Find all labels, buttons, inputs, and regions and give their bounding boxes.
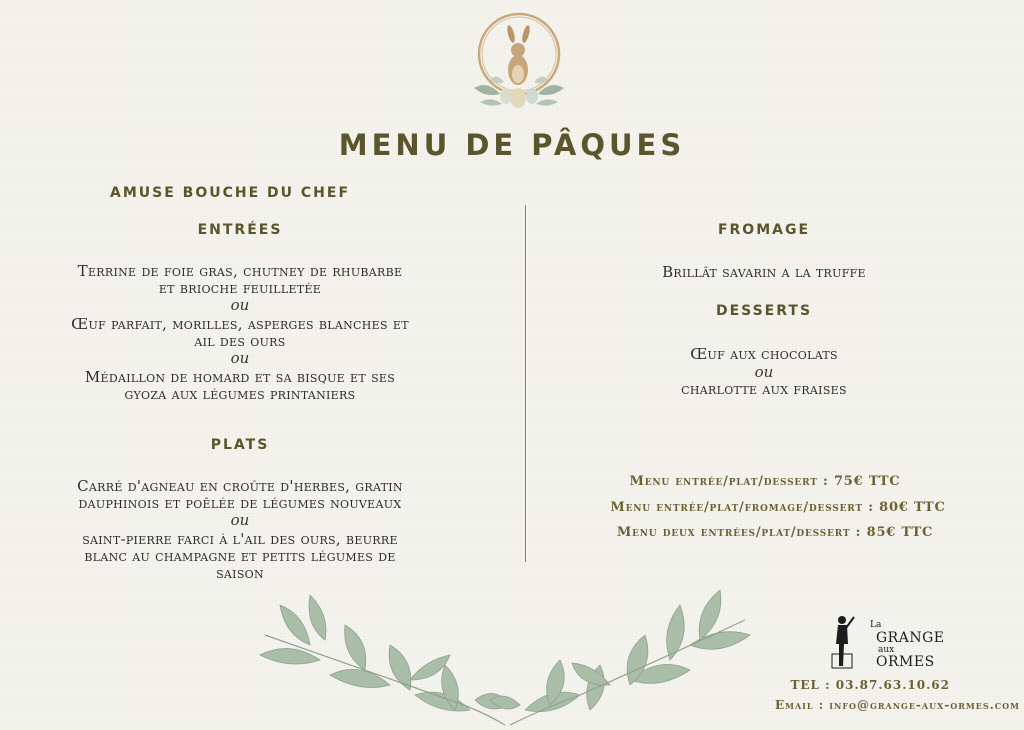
dish-line: Terrine de foie gras, chutney de rhubarbe xyxy=(77,262,403,280)
separator-ou: ou xyxy=(754,363,774,381)
separator-ou: ou xyxy=(230,296,250,314)
plat-item-1 xyxy=(10,478,470,512)
eucalyptus-leaves-icon xyxy=(250,585,760,730)
logo-ormes: ORMES xyxy=(876,654,935,670)
page-title: MENU DE PÂQUES xyxy=(338,128,686,162)
dish-line: Médaillon de homard et sa bisque et ses xyxy=(84,368,396,386)
dish-line: blanc au champagne et petits légumes de xyxy=(84,547,396,565)
dessert-item-1: Œuf aux chocolats xyxy=(690,345,838,363)
dish-line: dauphinois et poêlée de légumes nouveaux xyxy=(78,494,402,512)
entree-item-1 xyxy=(10,263,470,297)
entree-item-2 xyxy=(10,316,470,350)
golfer-logo-icon xyxy=(830,614,856,670)
dish-line: saint-pierre farci à l'ail des ours, beurre xyxy=(82,530,398,548)
amuse-bouche-heading: AMUSE BOUCHE DU CHEF xyxy=(110,185,351,201)
logo-aux: aux xyxy=(878,645,895,655)
dish-line: saison xyxy=(216,564,264,582)
entree-item-3 xyxy=(10,369,470,403)
price-line-1: Menu entrée/plat/dessert : 75€ TTC xyxy=(629,474,901,489)
logo-la: La xyxy=(870,620,882,630)
column-divider xyxy=(525,205,526,562)
logo-grange: GRANGE xyxy=(876,630,945,646)
separator-ou: ou xyxy=(230,511,250,529)
dish-line: Œuf parfait, morilles, asperges blanches et xyxy=(71,315,409,333)
entrees-heading: ENTRÉES xyxy=(197,222,283,238)
grange-aux-ormes-logo xyxy=(830,612,945,672)
plat-item-2 xyxy=(10,531,470,582)
dish-line: et brioche feuilletée xyxy=(158,279,322,297)
separator-ou: ou xyxy=(230,349,250,367)
fromage-heading: FROMAGE xyxy=(717,222,811,238)
plats-heading: PLATS xyxy=(210,437,270,453)
easter-bunny-wreath-icon xyxy=(466,10,572,122)
desserts-heading: DESSERTS xyxy=(715,303,813,319)
dessert-item-2: charlotte aux fraises xyxy=(681,380,847,398)
price-line-2: Menu entrée/plat/fromage/dessert : 80€ TTC xyxy=(610,500,946,515)
fromage-item: Brillât savarin a la truffe xyxy=(662,263,866,281)
dish-line: gyoza aux légumes printaniers xyxy=(124,385,356,403)
contact-tel: TEL : 03.87.63.10.62 xyxy=(790,678,950,692)
dish-line: Carré d'agneau en croûte d'herbes, gratin xyxy=(77,477,403,495)
contact-email: Email : info@grange-aux-ormes.com xyxy=(774,698,1020,712)
price-line-3: Menu deux entrées/plat/dessert : 85€ TTC xyxy=(616,525,934,540)
dish-line: ail des ours xyxy=(194,332,286,350)
